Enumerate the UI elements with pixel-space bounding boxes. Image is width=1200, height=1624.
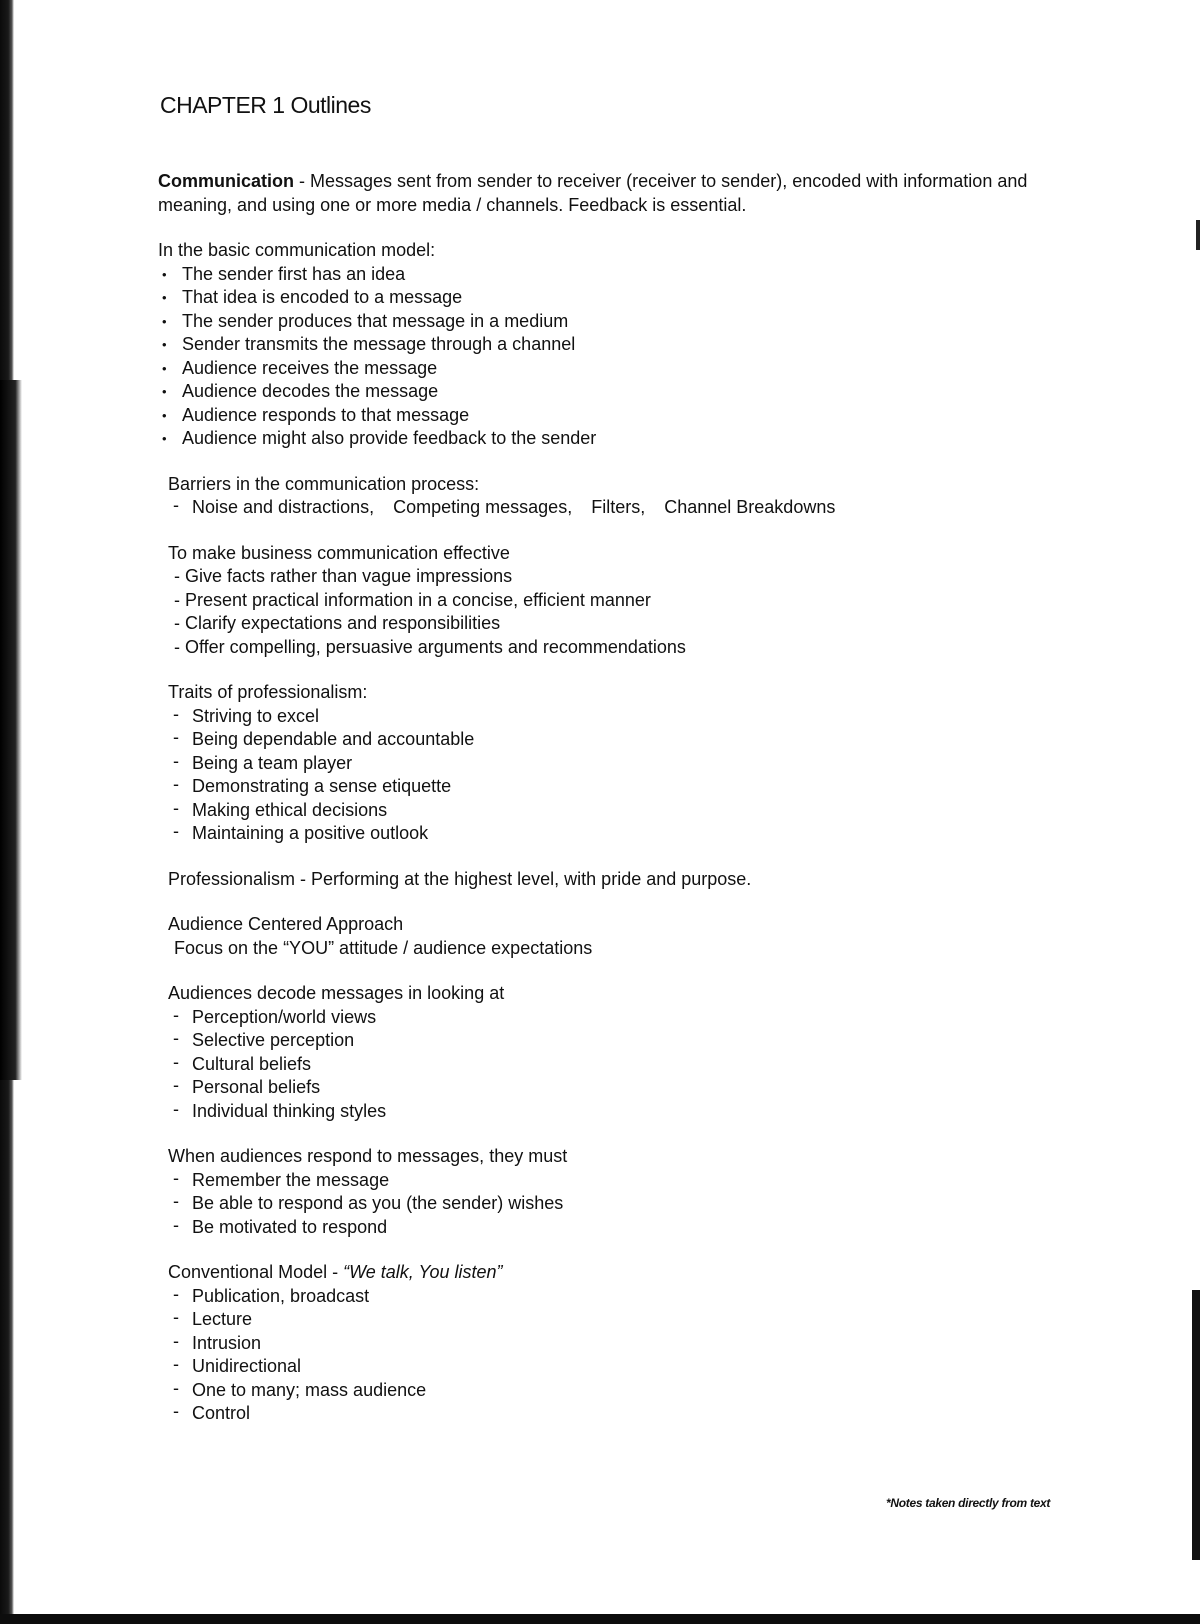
- effective-section: [168, 542, 1058, 660]
- effective-list: [168, 565, 1058, 659]
- document-page: [158, 92, 1058, 1448]
- list-item: - Personal beliefs: [168, 1076, 1058, 1100]
- list-item: - Publication, broadcast: [168, 1285, 1058, 1309]
- conventional-quote: “We talk, You listen”: [343, 1262, 503, 1282]
- list-item: - Remember the message: [168, 1169, 1058, 1193]
- barrier-item: Competing messages,: [393, 497, 573, 517]
- barriers-section: [168, 473, 1058, 520]
- list-item: • Audience receives the message: [158, 357, 1058, 381]
- barriers-list: [168, 496, 1058, 520]
- scan-shadow-left-dark: [0, 380, 22, 1080]
- conventional-heading: Conventional Model -: [168, 1262, 344, 1282]
- list-item: • Audience responds to that message: [158, 404, 1058, 428]
- list-item: - Present practical information in a concise, efficient manner: [174, 589, 651, 610]
- list-item: - One to many; mass audience: [168, 1379, 1058, 1403]
- list-item: - Clarify expectations and responsibilities: [174, 613, 501, 633]
- footnote: *Notes taken directly from text: [886, 1496, 1051, 1510]
- list-item: - Unidirectional: [168, 1355, 1058, 1379]
- audience-centered-section: [168, 913, 1058, 960]
- list-item: - Demonstrating a sense etiquette: [168, 775, 1058, 799]
- barrier-item: Noise and distractions,: [192, 497, 375, 517]
- list-item: - Striving to excel: [168, 705, 1058, 729]
- list-item: - Intrusion: [168, 1332, 1058, 1356]
- traits-section: [168, 681, 1058, 846]
- list-item: - Being a team player: [168, 752, 1058, 776]
- scan-shadow-bottom: [0, 1614, 1200, 1624]
- section-heading: Audiences decode messages in looking at: [168, 983, 505, 1003]
- list-item: - Individual thinking styles: [168, 1100, 1058, 1124]
- list-item: • Audience might also provide feedback to the sender: [158, 427, 1058, 451]
- definition-term: Communication: [158, 171, 295, 191]
- traits-list: [168, 705, 1058, 846]
- list-item: • The sender produces that message in a medium: [158, 310, 1058, 334]
- decode-section: [168, 982, 1058, 1123]
- list-item: • Sender transmits the message through a channel: [158, 333, 1058, 357]
- list-item: - Be motivated to respond: [168, 1216, 1058, 1240]
- section-heading: When audiences respond to messages, they must: [168, 1146, 568, 1166]
- conventional-list: [168, 1285, 1058, 1426]
- respond-section: [168, 1145, 1058, 1239]
- barrier-item: Channel Breakdowns: [664, 497, 836, 517]
- list-item: - Maintaining a positive outlook: [168, 822, 1058, 846]
- list-item: - Give facts rather than vague impressions: [174, 566, 513, 586]
- conventional-section: [168, 1261, 1058, 1426]
- communication-definition: [158, 169, 1038, 217]
- list-item: • Audience decodes the message: [158, 380, 1058, 404]
- scan-mark-right: [1196, 220, 1200, 250]
- list-item: - Lecture: [168, 1308, 1058, 1332]
- page-title: CHAPTER 1 Outlines: [160, 92, 371, 118]
- section-heading: Barriers in the communication process:: [168, 473, 480, 494]
- list-item: - Perception/world views: [168, 1006, 1058, 1030]
- professionalism-definition: Professionalism - Performing at the highest level, with pride and purpose.: [168, 868, 752, 889]
- professionalism-section: [168, 868, 1058, 892]
- list-item: • That idea is encoded to a message: [158, 286, 1058, 310]
- list-item: - Cultural beliefs: [168, 1053, 1058, 1077]
- section-heading: Traits of professionalism:: [168, 682, 368, 702]
- list-item: - Selective perception: [168, 1029, 1058, 1053]
- list-item: • The sender first has an idea: [158, 263, 1058, 287]
- basic-model-section: [158, 239, 1058, 451]
- section-heading: Audience Centered Approach: [168, 914, 404, 934]
- section-heading: [168, 1261, 1058, 1285]
- audience-centered-text: Focus on the “YOU” attitude / audience expectations: [174, 937, 593, 958]
- decode-list: [168, 1006, 1058, 1124]
- section-heading: To make business communication effective: [168, 542, 510, 563]
- list-item: - Offer compelling, persuasive arguments and recommendations: [174, 636, 686, 657]
- list-item: - Control: [168, 1402, 1058, 1426]
- list-item: - Be able to respond as you (the sender) wishes: [168, 1192, 1058, 1216]
- basic-model-list: [158, 263, 1058, 451]
- respond-list: [168, 1169, 1058, 1240]
- barrier-item: Filters,: [591, 497, 646, 517]
- scan-shadow-right: [1192, 1290, 1200, 1560]
- section-heading: In the basic communication model:: [158, 240, 436, 260]
- list-item: - Making ethical decisions: [168, 799, 1058, 823]
- list-item: - Being dependable and accountable: [168, 728, 1058, 752]
- definition-text: - Messages sent from sender to receiver (receiver to sender), encoded with information and meaning, and using one or more media / channels. Feedback is essential.: [158, 171, 1028, 215]
